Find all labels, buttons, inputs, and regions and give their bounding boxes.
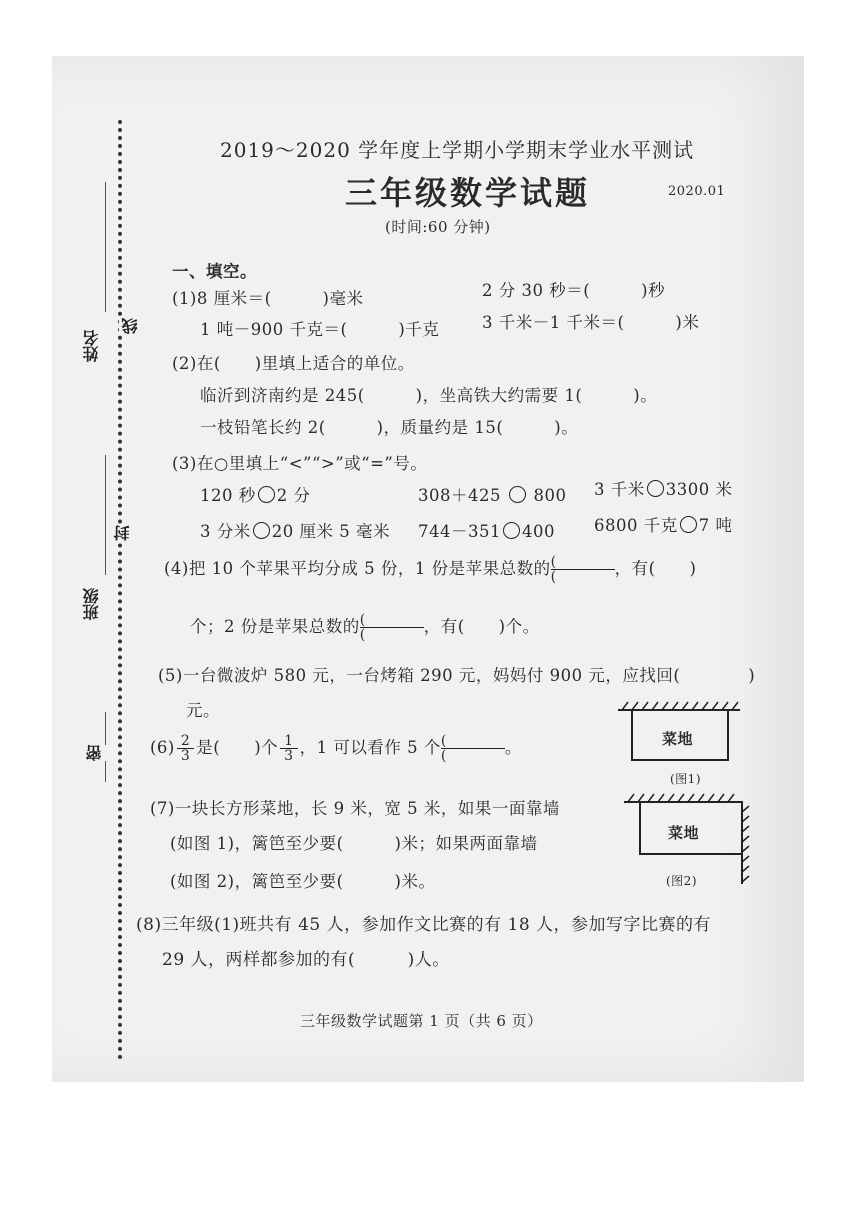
q8-line1: (8)三年级(1)班共有 45 人，参加作文比赛的有 18 人，参加写字比赛的有 — [136, 915, 712, 935]
q3-row1-a: 120 秒 2 分 — [200, 486, 311, 505]
q3-row2-a: 3 分米 20 厘米 5 毫米 — [200, 522, 390, 541]
q2-lead: (2)在( )里填上适合的单位。 — [172, 354, 415, 373]
seal-char-secret: 密 — [85, 745, 104, 761]
q3-row2-c: 6800 千克 7 吨 — [594, 516, 733, 535]
compare-circle[interactable] — [680, 516, 697, 533]
q3-row1-c: 3 千米 3300 米 — [594, 480, 733, 499]
fraction-two-thirds: $\frac{2}{3}$ — [177, 734, 194, 763]
exam-title: 2019～2020 学年度上学期小学期末学业水平测试 — [220, 138, 695, 162]
fraction-one-third: $\frac{1}{3}$ — [280, 734, 297, 763]
q4-line1: (4)把 10 个苹果平均分成 5 份，1 份是苹果总数的 $\frac{(}{(}$ ，有( ) — [164, 554, 697, 585]
class-underline — [105, 455, 106, 575]
exam-subtitle: 三年级数学试题 — [345, 174, 591, 212]
q1-b: 2 分 30 秒＝( )秒 — [482, 281, 666, 300]
q6-line: (6) $\frac{2}{3}$ 是( )个 $\frac{1}{3}$ ，1 可以看作 5 个 $\frac{(}{(}$ 。 — [150, 733, 522, 764]
compare-circle[interactable] — [647, 480, 664, 497]
name-label: 姓名 — [82, 330, 101, 362]
compare-circle[interactable] — [509, 486, 526, 503]
seal-char-seal: 封 — [113, 525, 132, 541]
class-label: 班级 — [82, 588, 101, 620]
page-footer: 三年级数学试题第 1 页（共 6 页） — [300, 1012, 543, 1030]
fraction-blank[interactable]: $\frac{(}{(}$ — [551, 555, 615, 584]
section-heading: 一、填空。 — [172, 262, 257, 281]
q3-row2-b: 744－351 400 — [418, 522, 555, 541]
figure-2-label: 菜地 — [668, 824, 700, 842]
figure-1-caption: (图1) — [670, 772, 701, 786]
q8-line2: 29 人，两样都参加的有( )人。 — [162, 950, 450, 970]
q1-a: (1)8 厘米＝( )毫米 — [172, 289, 364, 308]
q1-c: 1 吨－900 千克＝( )千克 — [200, 320, 440, 339]
exam-date: 2020.01 — [668, 184, 726, 199]
figure-1-label: 菜地 — [662, 730, 694, 748]
compare-circle[interactable] — [503, 522, 520, 539]
q3-row1-b: 308＋425 800 — [418, 486, 567, 505]
compare-circle[interactable] — [253, 522, 270, 539]
compare-circle[interactable] — [258, 486, 275, 503]
q4-line2: 个；2 份是苹果总数的 $\frac{(}{(}$ ，有( )个。 — [190, 612, 540, 643]
q5-line2: 元。 — [186, 701, 220, 720]
q5-line1: (5)一台微波炉 580 元，一台烤箱 290 元，妈妈付 900 元，应找回( ) — [158, 666, 756, 685]
name-underline — [105, 182, 106, 312]
fraction-blank[interactable]: $\frac{(}{(}$ — [360, 613, 424, 642]
q7-line2: (如图 1)，篱笆至少要( )米；如果两面靠墙 — [170, 834, 538, 853]
q7-line1: (7)一块长方形菜地，长 9 米，宽 5 米，如果一面靠墙 — [150, 799, 560, 818]
q2-line2: 一枝铅笔长约 2( )，质量约是 15( )。 — [200, 418, 579, 437]
seal-char-line: 线 — [121, 318, 140, 334]
q7-line3: (如图 2)，篱笆至少要( )米。 — [170, 872, 436, 891]
q2-line1: 临沂到济南约是 245( )，坐高铁大约需要 1( )。 — [200, 386, 658, 405]
exam-duration: (时间:60 分钟) — [385, 218, 491, 236]
q3-lead: (3)在○里填上“<”“>”或“=”号。 — [172, 454, 428, 473]
fraction-blank[interactable]: $\frac{(}{(}$ — [441, 734, 505, 763]
q1-d: 3 千米－1 千米＝( )米 — [482, 313, 700, 332]
binding-dotted-line — [118, 120, 122, 1060]
figure-2-caption: (图2) — [666, 874, 697, 888]
